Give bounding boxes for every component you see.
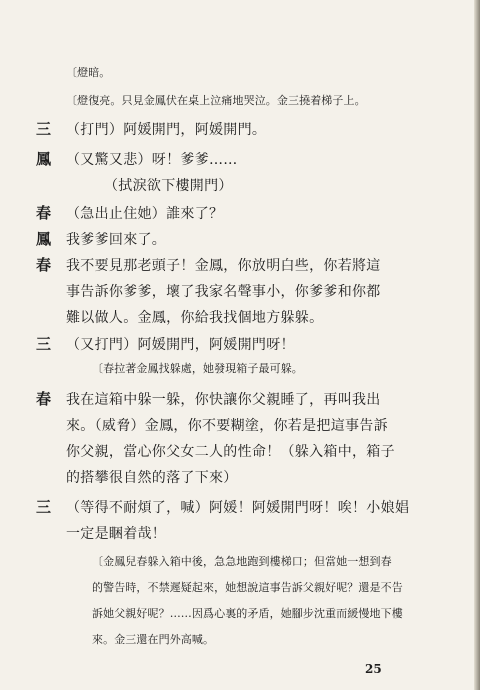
stage-note-lights-on: 〔燈復亮。只見金鳳伏在桌上泣痛地哭泣。金三撓着梯子上。 [66, 94, 366, 107]
dialogue-line: （又打門）阿媛開門，阿媛開門呀！ [66, 337, 295, 353]
dialogue-line: 你父親，當心你父女二人的性命！（躲入箱中，箱子 [66, 444, 395, 460]
dialogue-line: （又驚又悲）呀！爹爹…… [66, 152, 238, 168]
dialogue-line: 一定是睏着哉！ [66, 526, 167, 542]
dialogue-line: 我在這箱中躲一躲，你快讓你父親睡了，再叫我出 [66, 392, 381, 408]
dialogue-line: （急出止住她）誰來了？ [66, 206, 224, 222]
dialogue-line: 事告訴你爹爹，壞了我家名聲事小，你爹爹和你都 [66, 284, 381, 300]
speaker-san: 三 [36, 498, 52, 516]
stage-note-lights-off: 〔燈暗。 [66, 66, 111, 79]
dialogue-line: （等得不耐煩了，喊）阿媛！阿媛開門呀！唉！小娘娼 [66, 500, 410, 516]
dialogue-line: 我爹爹回來了。 [66, 232, 167, 248]
dialogue-line: 難以做人。金鳳，你給我找個地方躲躲。 [66, 310, 324, 326]
dialogue-line: （打門）阿媛開門，阿媛開門。 [66, 122, 267, 138]
dialogue-line: 我不要見那老頭子！金鳳，你放明白些，你若將這 [66, 258, 381, 274]
speaker-chun: 春 [36, 390, 52, 408]
speaker-feng: 鳳 [36, 230, 52, 248]
page-number: 25 [365, 662, 382, 676]
speaker-feng: 鳳 [36, 150, 52, 168]
speaker-chun: 春 [36, 204, 52, 222]
speaker-san: 三 [36, 335, 52, 353]
stage-note-final: 〔金鳳兒春躲入箱中後，急急地跑到樓梯口；但當她一想到春 [92, 555, 392, 568]
stage-note-final: 訴她父親好呢？……因爲心裏的矛盾，她腳步沈重而緩慢地下樓 [92, 607, 403, 620]
speaker-san: 三 [36, 120, 52, 138]
stage-note-final: 來。金三還在門外高喊。 [92, 633, 215, 646]
dialogue-line: 的搭攀很自然的落了下來） [66, 470, 238, 486]
stage-note-hide: 〔春拉著金鳳找躲處，她發現箱子最可躲。 [92, 362, 303, 375]
page-edge-shadow [474, 0, 480, 690]
stage-direction: （拭淚欲下樓開門） [104, 178, 233, 194]
dialogue-line: 來。（威脅）金鳳，你不要糊塗，你若是把這事告訴 [66, 418, 388, 434]
stage-note-final: 的警告時，不禁遲疑起來，她想說這事告訴父親好呢？還是不告 [92, 581, 403, 594]
speaker-chun: 春 [36, 256, 52, 274]
